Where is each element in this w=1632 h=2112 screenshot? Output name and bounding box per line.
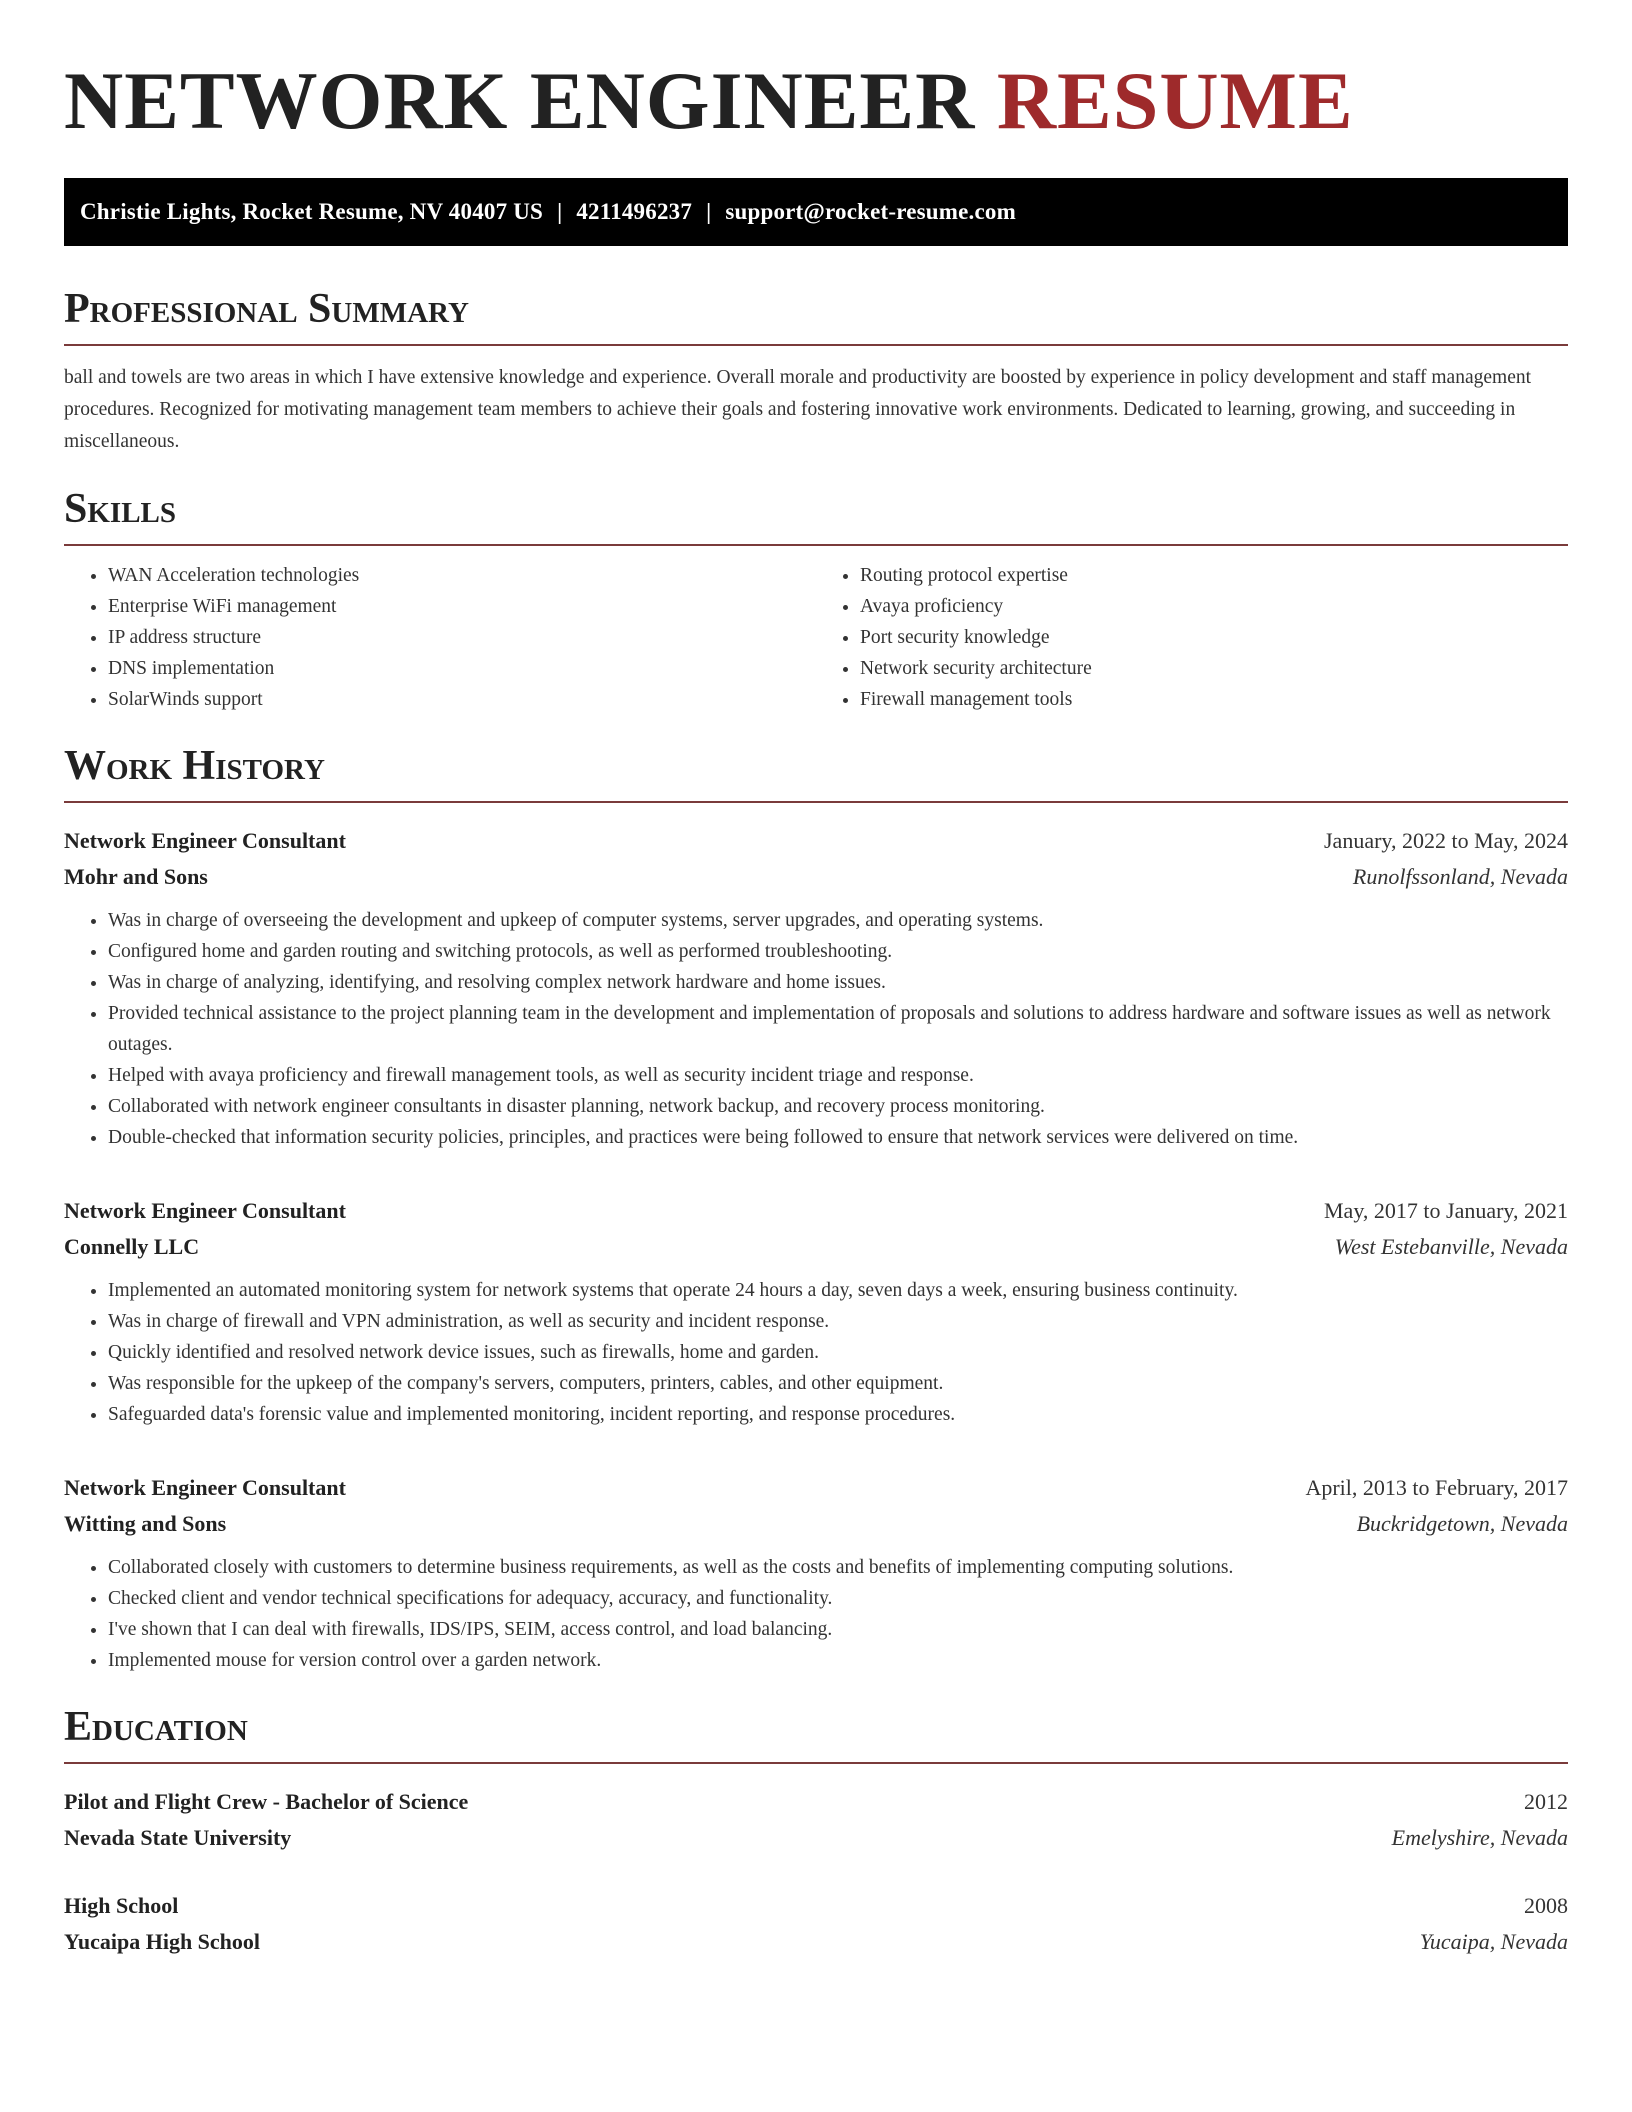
- job-bullet: • Implemented an automated monitoring system for network systems that operate 24 hours a day, seven days a week, ensuring business continuity.: [108, 1275, 1568, 1306]
- skills-section: [64, 488, 1568, 715]
- job-company: Connelly LLC: [64, 1234, 200, 1259]
- skills-left-column: [64, 560, 816, 715]
- job-bullets: [64, 905, 1568, 1153]
- job-entry: [64, 823, 1568, 1153]
- skill-item: • Avaya proficiency: [860, 591, 1568, 622]
- education-entry: [64, 1888, 1568, 1960]
- job-bullet: • Was in charge of analyzing, identifying, and resolving complex network hardware and home issues.: [108, 967, 1568, 998]
- job-bullet: • Collaborated closely with customers to determine business requirements, as well as the costs and benefits of implementing computing solutions.: [108, 1552, 1568, 1583]
- section-heading: Education: [64, 1706, 1568, 1764]
- job-bullet: • Quickly identified and resolved network device issues, such as firewalls, home and garden.: [108, 1337, 1568, 1368]
- job-location: Buckridgetown, Nevada: [1356, 1511, 1568, 1536]
- contact-email: support@rocket-resume.com: [725, 199, 1016, 224]
- skill-item: • IP address structure: [108, 622, 816, 653]
- job-bullet: • I've shown that I can deal with firewalls, IDS/IPS, SEIM, access control, and load balancing.: [108, 1614, 1568, 1645]
- job-title-row: [64, 823, 1568, 859]
- job-dates: May, 2017 to January, 2021: [1324, 1198, 1568, 1223]
- education-location: Yucaipa, Nevada: [1419, 1929, 1568, 1954]
- resume-title: [64, 55, 1568, 146]
- skill-item: • Port security knowledge: [860, 622, 1568, 653]
- education-degree: Pilot and Flight Crew - Bachelor of Science: [64, 1789, 469, 1814]
- job-location: Runolfssonland, Nevada: [1352, 864, 1568, 889]
- education-location: Emelyshire, Nevada: [1391, 1825, 1568, 1850]
- section-heading: Skills: [64, 488, 1568, 546]
- job-bullet: • Configured home and garden routing and switching protocols, as well as performed troubleshooting.: [108, 936, 1568, 967]
- skill-item: • Enterprise WiFi management: [108, 591, 816, 622]
- job-title: Network Engineer Consultant: [64, 1475, 346, 1500]
- education-degree-row: [64, 1888, 1568, 1924]
- section-heading: Work History: [64, 745, 1568, 803]
- contact-phone: 4211496237: [576, 199, 693, 224]
- job-bullet: • Implemented mouse for version control over a garden network.: [108, 1645, 1568, 1676]
- job-bullet: • Safeguarded data's forensic value and implemented monitoring, incident reporting, and response procedures.: [108, 1399, 1568, 1430]
- title-accent: RESUME: [996, 55, 1354, 146]
- skill-item: • Firewall management tools: [860, 684, 1568, 715]
- job-location: West Estebanville, Nevada: [1334, 1234, 1568, 1259]
- education-year: 2008: [1524, 1893, 1568, 1918]
- summary-text: ball and towels are two areas in which I have extensive knowledge and experience. Overall morale and productivity are boosted by experience in policy development and staff management procedures. Recognized for motivating management team members to achieve their goals and fostering innovative work environments. Dedicated to learning, growing, and succeeding in miscellaneous.: [64, 367, 1532, 452]
- job-company: Mohr and Sons: [64, 864, 208, 889]
- education-school: Yucaipa High School: [64, 1929, 261, 1954]
- skills-columns: [64, 560, 1568, 715]
- job-dates: January, 2022 to May, 2024: [1324, 828, 1568, 853]
- job-title: Network Engineer Consultant: [64, 1198, 346, 1223]
- education-degree: High School: [64, 1893, 179, 1918]
- summary-section: [64, 288, 1568, 458]
- education-school-row: [64, 1820, 1568, 1856]
- contact-separator: |: [706, 199, 712, 224]
- contact-address: Christie Lights, Rocket Resume, NV 40407 US: [80, 199, 544, 224]
- education-school: Nevada State University: [64, 1825, 292, 1850]
- skill-item: • SolarWinds support: [108, 684, 816, 715]
- education-entry: [64, 1784, 1568, 1856]
- job-bullets: [64, 1275, 1568, 1430]
- education-section: [64, 1706, 1568, 1960]
- skill-item: • WAN Acceleration technologies: [108, 560, 816, 591]
- job-bullet: • Checked client and vendor technical specifications for adequacy, accuracy, and functionality.: [108, 1583, 1568, 1614]
- job-title: Network Engineer Consultant: [64, 828, 346, 853]
- title-main: NETWORK ENGINEER: [64, 55, 976, 146]
- section-heading: Professional Summary: [64, 288, 1568, 346]
- job-company-row: [64, 1506, 1568, 1542]
- job-company-row: [64, 859, 1568, 895]
- job-bullet: • Was in charge of firewall and VPN administration, as well as security and incident response.: [108, 1306, 1568, 1337]
- job-company: Witting and Sons: [64, 1511, 227, 1536]
- job-bullet: • Was in charge of overseeing the development and upkeep of computer systems, server upgrades, and operating systems.: [108, 905, 1568, 936]
- job-entry: [64, 1193, 1568, 1430]
- job-bullets: [64, 1552, 1568, 1676]
- skill-item: • Network security architecture: [860, 653, 1568, 684]
- job-title-row: [64, 1470, 1568, 1506]
- job-company-row: [64, 1229, 1568, 1265]
- contact-separator: |: [557, 199, 563, 224]
- education-school-row: [64, 1924, 1568, 1960]
- education-year: 2012: [1524, 1789, 1568, 1814]
- education-degree-row: [64, 1784, 1568, 1820]
- job-bullet: • Was responsible for the upkeep of the company's servers, computers, printers, cables, and other equipment.: [108, 1368, 1568, 1399]
- job-bullet: • Helped with avaya proficiency and firewall management tools, as well as security incident triage and response.: [108, 1060, 1568, 1091]
- job-dates: April, 2013 to February, 2017: [1305, 1475, 1568, 1500]
- skill-item: • Routing protocol expertise: [860, 560, 1568, 591]
- skill-item: • DNS implementation: [108, 653, 816, 684]
- job-title-row: [64, 1193, 1568, 1229]
- job-bullet: • Collaborated with network engineer consultants in disaster planning, network backup, and recovery process monitoring.: [108, 1091, 1568, 1122]
- work-history-section: [64, 745, 1568, 1676]
- job-bullet: • Double-checked that information security policies, principles, and practices were being followed to ensure that network services were delivered on time.: [108, 1122, 1568, 1153]
- job-entry: [64, 1470, 1568, 1676]
- skills-right-column: [816, 560, 1568, 715]
- contact-bar: [64, 178, 1568, 246]
- job-bullet: • Provided technical assistance to the project planning team in the development and implementation of proposals and solutions to address hardware and software issues as well as network outages.: [108, 998, 1568, 1060]
